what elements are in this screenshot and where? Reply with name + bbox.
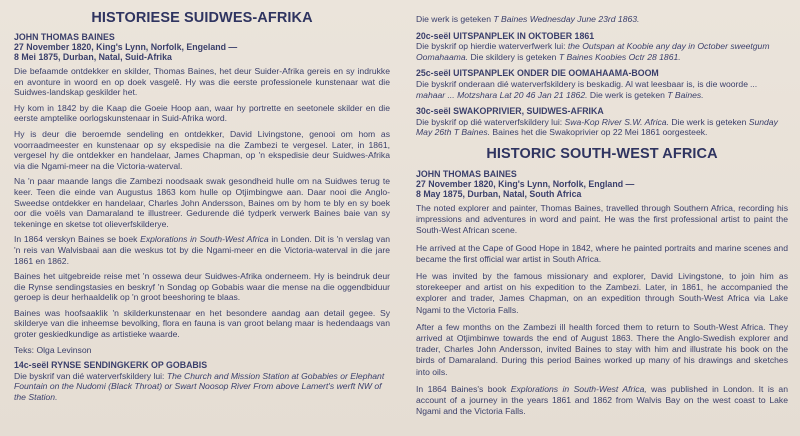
afrikaans-title: HISTORIESE SUIDWES-AFRIKA [91, 10, 313, 26]
english-p5-post: was published in London. It is an account of a journey in the years 1861 and 1862 from Walvis Bay on the west coast to Lake Ngami and the Victoria Falls. [416, 383, 788, 417]
stamp-14c-heading: 14c-seël RYNSE SENDINGKERK OP GOBABIS [14, 360, 208, 371]
afrikaans-paragraph-5 [14, 234, 390, 266]
stamp-30c-heading: 30c-seël SWAKOPRIVIER, SUIDWES-AFRIKA [416, 106, 604, 117]
afrikaans-paragraph-2: Hy kom in 1842 by die Kaap die Goeie Hoop aan, waar hy portrette en seetonele skilder en die eerste amptelike oorlogskunstenaar in Suid-Afrika word. [14, 102, 390, 124]
english-author-birth: 27 November 1820, King's Lynn, Norfolk, England — [416, 178, 635, 189]
english-paragraph-2: He arrived at the Cape of Good Hope in 1842, where he painted portraits and marine scenes and became the first official war artist in South Africa. [416, 242, 788, 264]
stamp-30c-italic: Swa-Kop River S.W. Africa. [564, 116, 669, 127]
stamp-20c-italic2: T Baines Koobies Octr 28 1861. [558, 51, 681, 62]
stamp-30c-italic2: Sunday May 26th T Baines. [416, 116, 778, 138]
text-credit: Teks: Olga Levinson [14, 344, 92, 355]
stamp-30c-pre: Die byskrif op dié waterverfskildery lui: [416, 116, 565, 127]
stamp-14c-caption-pre: Die byskrif van dié waterverfskildery lui: [14, 370, 167, 381]
stamp-20c-mid: Die skildery is geteken [468, 51, 559, 62]
afrikaans-book-title: Explorations in South-West Africa [140, 234, 269, 245]
stamp-14c-caption-italic: The Church and Mission Station at Gobabies or Elephant Fountain on the Nudomi (Black Throat) or Swart Noosop River From above Lamert's werft NW of the Station. [14, 370, 385, 403]
afrikaans-p5-post: in Londen. Dit is 'n verslag van 'n reis van Walvisbaai aan die weskus tot by die Ngami-meer en die Victoria-waterval in die jare 1861 en 1862. [14, 234, 390, 266]
afrikaans-paragraph-7: Baines was hoofsaaklik 'n skilderkunstenaar en het besondere aandag aan detail gegee. Sy skilderye van die inheemse bevolking, flora en fauna is van groot belang maar is hedendaags van groter geskiedkundige as artistieke waarde. [14, 307, 390, 340]
stamp-14c-drawn-pre: Die werk is geteken [416, 14, 494, 24]
stamp-25c-caption [416, 79, 788, 100]
english-author-death: 8 May 1875, Durban, Natal, South Africa [416, 188, 582, 199]
english-book-title: Explorations in South-West Africa, [510, 383, 647, 394]
english-paragraph-4: After a few months on the Zambezi ill health forced them to return to South-West Africa. They arrived at Otjimbinwe towards the end of August 1863. There the Anglo-Swedish explorer and trader, Charles John Andersson, invited Baines to stay with him and illustrate his book on the birds of Damaraland. During this period Baines worked up many of his drawings and sketches into oils. [416, 321, 788, 377]
english-title: HISTORIC SOUTH-WEST AFRICA [486, 145, 718, 162]
stamp-25c-pre: Die byskrif onderaan dié waterverfskildery is beskadig. Al wat leesbaar is, is die woorde [416, 78, 751, 89]
stamp-20c-heading: 20c-seël UITSPANPLEK IN OKTOBER 1861 [416, 30, 595, 41]
afrikaans-column [14, 10, 390, 434]
english-paragraph-5 [416, 384, 788, 418]
afrikaans-paragraph-6: Baines het uitgebreide reise met 'n ossewa deur Suidwes-Afrika onderneem. Hy is beindruk deur die Rynse sendingstasies en beskryf 'n Sondag op Gobabis waar die mense na die oggendbiduur geroep is deur herhaaldelik op 'n groot beeshoring te blaas. [14, 271, 390, 303]
afrikaans-p5-pre: In 1864 verskyn Baines se boek [14, 234, 141, 245]
english-paragraph-3: He was invited by the famous missionary and explorer, David Livingstone, to join him as storekeeper and artist on his expedition to the Zambezi. Later, in 1861, he accompanied the explorer and trader, James Chapman, on an expedition through South-West Africa via Lake Ngami to the Victoria Falls. [416, 270, 788, 315]
stamp-14c-drawn-italic: T Baines Wednesday June 23rd 1863. [493, 14, 640, 24]
stamp-20c-caption [416, 41, 788, 62]
afrikaans-paragraph-4: Na 'n paar maande langs die Zambezi noodsaak swak gesondheid hulle om na Suidwes terug te keer. Teen die einde van Augustus 1863 kom hulle op Otjimbingwe aan. Daar nooi die Anglo-Sweedse ontdekker en handelaar, Charles John Andersson, Baines om by hom te bly en sy boek oor die voëls van Damaraland te illustreer. Gedurende dié tydperk verwerk Baines baie van sy tekeninge en sketse tot olieverfskilderye. [14, 176, 390, 229]
english-author-name: JOHN THOMAS BAINES [416, 168, 517, 179]
stamp-20c-italic: the Outspan at Koobie any day in October sweetgum Oomahaama. [416, 41, 770, 62]
stamp-25c-heading: 25c-seël UITSPANPLEK ONDER DIE OOMAHAAMA-BOOM [416, 68, 659, 79]
afrikaans-author-name: JOHN THOMAS BAINES [14, 32, 115, 42]
stamp-14c-caption [14, 371, 390, 403]
right-column [416, 14, 788, 436]
stamp-14c-signature [416, 14, 788, 25]
stamp-30c-post: Baines het die Swakoprivier op 22 Mei 1861 oorgesteek. [490, 127, 708, 138]
stamp-25c-italic: ... mahaar ... Motzshara Lat 20 46 Jan 21 1862. [416, 78, 758, 100]
afrikaans-author-birth: 27 November 1820, King's Lynn, Norfolk, Engeland — [14, 42, 238, 52]
stamp-25c-italic2: T Baines. [667, 89, 704, 100]
afrikaans-paragraph-1: Die befaamde ontdekker en skilder, Thomas Baines, het deur Suider-Afrika gereis en sy indrukke en avonture in woord en op doek vasgelê. Hy was die eerste professionele kunstenaar wat die Suidwes-landskap geskilder het. [14, 66, 390, 98]
stamp-30c-caption [416, 117, 788, 138]
english-p5-pre: In 1864 Baines's book [416, 383, 511, 394]
stamp-30c-mid: Die werk is geteken [668, 116, 749, 127]
afrikaans-paragraph-3: Hy is deur die beroemde sendeling en ontdekker, David Livingstone, genooi om hom as voorraadmeester en kunstenaar op sy ekspedisie na die Zambezi te vergesel. Later, in 1861, vergesel hy die ontdekker en handelaar, James Chapman, op 'n ekspedisie deur Suidwes-Afrika via die Ngami-meer na die Victoria-waterval. [14, 128, 390, 171]
stamp-25c-mid: Die werk is geteken [587, 89, 668, 100]
stamp-20c-pre: Die byskrif op hierdie waterverfwerk lui: [416, 41, 568, 52]
english-paragraph-1: The noted explorer and painter, Thomas Baines, travelled through Southern Africa, recording his impressions and adventures in word and paint. He was the first professional artist to paint the South-West African scene. [416, 202, 788, 236]
afrikaans-author-death: 8 Mei 1875, Durban, Natal, Suid-Afrika [14, 52, 172, 62]
